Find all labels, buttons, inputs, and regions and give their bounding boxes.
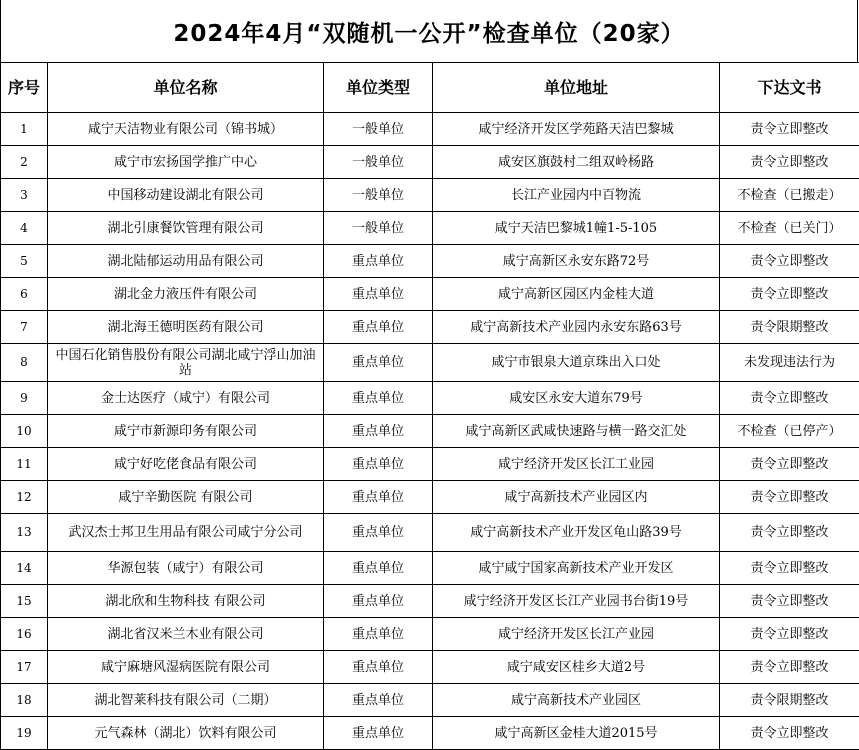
header-document: 下达文书 xyxy=(720,63,859,113)
cell-name: 湖北欣和生物科技 有限公司 xyxy=(48,585,324,618)
cell-no: 15 xyxy=(1,585,48,618)
table-row xyxy=(1,651,859,684)
header-row xyxy=(1,63,859,113)
cell-name: 咸宁辛勤医院 有限公司 xyxy=(48,481,324,514)
header-no: 序号 xyxy=(1,63,48,113)
cell-address: 咸安区永安大道东79号 xyxy=(433,382,720,415)
cell-document: 责令限期整改 xyxy=(720,684,859,717)
cell-document: 责令立即整改 xyxy=(720,448,859,481)
table-row xyxy=(1,344,859,382)
cell-no: 18 xyxy=(1,684,48,717)
cell-address: 咸宁经济开发区长江产业园 xyxy=(433,618,720,651)
cell-address: 咸宁高新技术产业园区内 xyxy=(433,481,720,514)
table-row xyxy=(1,585,859,618)
cell-name: 金士达医疗（咸宁）有限公司 xyxy=(48,382,324,415)
cell-document: 不检查（已停产） xyxy=(720,415,859,448)
cell-no: 8 xyxy=(1,344,48,382)
cell-document: 责令立即整改 xyxy=(720,278,859,311)
cell-address: 咸宁咸宁国家高新技术产业开发区 xyxy=(433,552,720,585)
table-row xyxy=(1,618,859,651)
cell-no: 14 xyxy=(1,552,48,585)
table-row xyxy=(1,552,859,585)
title-row xyxy=(0,0,858,62)
cell-no: 7 xyxy=(1,311,48,344)
cell-name: 咸宁麻塘风湿病医院有限公司 xyxy=(48,651,324,684)
cell-name: 中国石化销售股份有限公司湖北咸宁浮山加油站 xyxy=(48,344,324,382)
cell-name: 咸宁好吃佬食品有限公司 xyxy=(48,448,324,481)
header-type: 单位类型 xyxy=(324,63,433,113)
cell-document: 责令立即整改 xyxy=(720,618,859,651)
page-title: 2024年4月“双随机一公开”检查单位（20家） xyxy=(173,15,684,48)
cell-type: 重点单位 xyxy=(324,585,433,618)
header-name: 单位名称 xyxy=(48,63,324,113)
cell-no: 4 xyxy=(1,212,48,245)
cell-name: 湖北陆郁运动用品有限公司 xyxy=(48,245,324,278)
cell-no: 1 xyxy=(1,113,48,146)
cell-name: 湖北引康餐饮管理有限公司 xyxy=(48,212,324,245)
table-row xyxy=(1,481,859,514)
cell-address: 咸宁高新技术产业开发区龟山路39号 xyxy=(433,514,720,552)
cell-no: 19 xyxy=(1,717,48,750)
cell-document: 责令立即整改 xyxy=(720,552,859,585)
cell-type: 一般单位 xyxy=(324,146,433,179)
cell-address: 咸宁高新技术产业园内永安东路63号 xyxy=(433,311,720,344)
cell-address: 咸安区旗鼓村二组双岭杨路 xyxy=(433,146,720,179)
table-row xyxy=(1,717,859,750)
table-row xyxy=(1,113,859,146)
cell-type: 重点单位 xyxy=(324,382,433,415)
cell-type: 重点单位 xyxy=(324,684,433,717)
cell-address: 咸宁市银泉大道京珠出入口处 xyxy=(433,344,720,382)
cell-type: 重点单位 xyxy=(324,481,433,514)
cell-address: 长江产业园内中百物流 xyxy=(433,179,720,212)
table-row xyxy=(1,448,859,481)
cell-address: 咸宁咸安区桂乡大道2号 xyxy=(433,651,720,684)
table-row xyxy=(1,415,859,448)
cell-name: 湖北智莱科技有限公司（二期） xyxy=(48,684,324,717)
cell-type: 重点单位 xyxy=(324,552,433,585)
cell-address: 咸宁高新区金桂大道2015号 xyxy=(433,717,720,750)
cell-type: 重点单位 xyxy=(324,717,433,750)
cell-no: 6 xyxy=(1,278,48,311)
cell-document: 责令立即整改 xyxy=(720,146,859,179)
cell-no: 3 xyxy=(1,179,48,212)
cell-name: 元气森林（湖北）饮料有限公司 xyxy=(48,717,324,750)
table-row xyxy=(1,245,859,278)
cell-type: 重点单位 xyxy=(324,651,433,684)
inspection-table xyxy=(0,62,859,750)
cell-name: 华源包装（咸宁）有限公司 xyxy=(48,552,324,585)
cell-name: 中国移动建设湖北有限公司 xyxy=(48,179,324,212)
table-row xyxy=(1,382,859,415)
cell-no: 5 xyxy=(1,245,48,278)
table-row xyxy=(1,514,859,552)
table-row xyxy=(1,684,859,717)
cell-no: 9 xyxy=(1,382,48,415)
cell-no: 17 xyxy=(1,651,48,684)
cell-no: 10 xyxy=(1,415,48,448)
cell-type: 一般单位 xyxy=(324,212,433,245)
cell-address: 咸宁经济开发区学苑路天洁巴黎城 xyxy=(433,113,720,146)
table-row xyxy=(1,311,859,344)
cell-name: 湖北金力液压件有限公司 xyxy=(48,278,324,311)
cell-type: 一般单位 xyxy=(324,113,433,146)
cell-address: 咸宁经济开发区长江产业园书台街19号 xyxy=(433,585,720,618)
cell-no: 11 xyxy=(1,448,48,481)
cell-document: 责令立即整改 xyxy=(720,585,859,618)
cell-no: 12 xyxy=(1,481,48,514)
cell-type: 重点单位 xyxy=(324,278,433,311)
cell-name: 武汉杰士邦卫生用品有限公司咸宁分公司 xyxy=(48,514,324,552)
cell-no: 2 xyxy=(1,146,48,179)
cell-document: 责令立即整改 xyxy=(720,514,859,552)
cell-address: 咸宁高新区永安东路72号 xyxy=(433,245,720,278)
table-row xyxy=(1,278,859,311)
cell-name: 咸宁天洁物业有限公司（锦书城） xyxy=(48,113,324,146)
cell-document: 责令立即整改 xyxy=(720,113,859,146)
table-row xyxy=(1,212,859,245)
cell-type: 重点单位 xyxy=(324,344,433,382)
cell-document: 不检查（已关门） xyxy=(720,212,859,245)
cell-address: 咸宁天洁巴黎城1幢1-5-105 xyxy=(433,212,720,245)
cell-type: 重点单位 xyxy=(324,448,433,481)
cell-address: 咸宁经济开发区长江工业园 xyxy=(433,448,720,481)
cell-address: 咸宁高新区武咸快速路与横一路交汇处 xyxy=(433,415,720,448)
cell-document: 不检查（已搬走） xyxy=(720,179,859,212)
cell-document: 未发现违法行为 xyxy=(720,344,859,382)
cell-document: 责令立即整改 xyxy=(720,717,859,750)
cell-no: 13 xyxy=(1,514,48,552)
cell-type: 重点单位 xyxy=(324,618,433,651)
cell-document: 责令立即整改 xyxy=(720,245,859,278)
cell-address: 咸宁高新区园区内金桂大道 xyxy=(433,278,720,311)
cell-name: 湖北省汉米兰木业有限公司 xyxy=(48,618,324,651)
cell-name: 咸宁市宏扬国学推广中心 xyxy=(48,146,324,179)
cell-type: 重点单位 xyxy=(324,311,433,344)
cell-type: 重点单位 xyxy=(324,415,433,448)
cell-name: 湖北海王德明医药有限公司 xyxy=(48,311,324,344)
cell-no: 16 xyxy=(1,618,48,651)
cell-document: 责令立即整改 xyxy=(720,382,859,415)
cell-document: 责令立即整改 xyxy=(720,481,859,514)
cell-type: 重点单位 xyxy=(324,514,433,552)
cell-type: 一般单位 xyxy=(324,179,433,212)
table-row xyxy=(1,179,859,212)
cell-name: 咸宁市新源印务有限公司 xyxy=(48,415,324,448)
table-row xyxy=(1,146,859,179)
cell-document: 责令限期整改 xyxy=(720,311,859,344)
header-address: 单位地址 xyxy=(433,63,720,113)
table-body xyxy=(1,113,859,750)
cell-document: 责令立即整改 xyxy=(720,651,859,684)
cell-type: 重点单位 xyxy=(324,245,433,278)
cell-address: 咸宁高新技术产业园区 xyxy=(433,684,720,717)
